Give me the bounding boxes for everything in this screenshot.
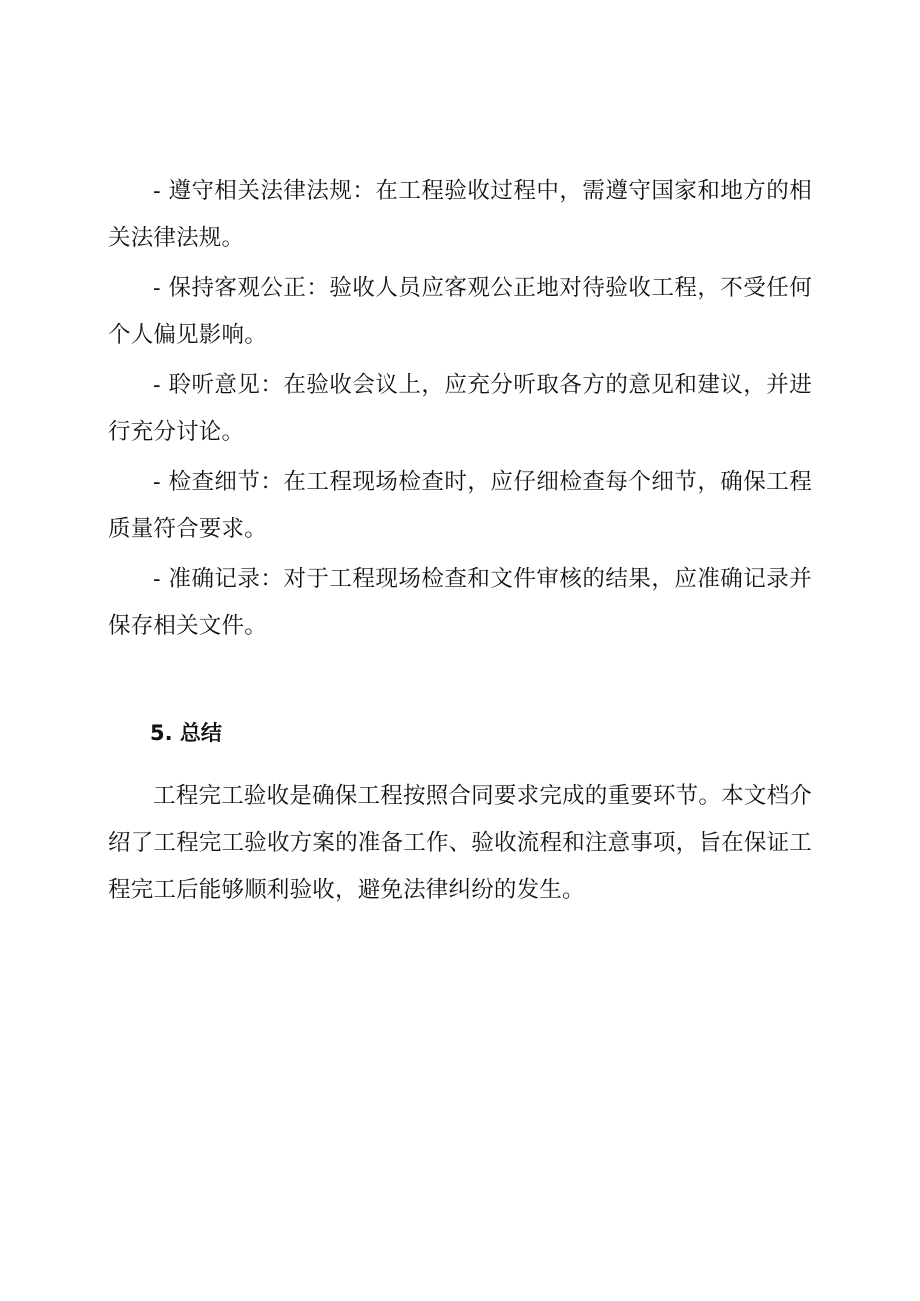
precaution-item-laws: - 遵守相关法律法规：在工程验收过程中，需遵守国家和地方的相关法律法规。	[108, 178, 812, 251]
summary-paragraph: 工程完工验收是确保工程按照合同要求完成的重要环节。本文档介绍了工程完工验收方案的准备工作、验收流程和注意事项，旨在保证工程完工后能够顺利验收，避免法律纠纷的发生。	[108, 783, 812, 903]
document-content	[108, 168, 812, 917]
section-heading-summary: 5. 总结	[150, 721, 222, 745]
precaution-item-details: - 检查细节：在工程现场检查时，应仔细检查每个细节，确保工程质量符合要求。	[108, 469, 812, 542]
precaution-item-listen: - 聆听意见：在验收会议上，应充分听取各方的意见和建议，并进行充分讨论。	[108, 372, 812, 445]
precaution-item-objectivity: - 保持客观公正：验收人员应客观公正地对待验收工程，不受任何个人偏见影响。	[108, 275, 812, 348]
precaution-item-records: - 准确记录：对于工程现场检查和文件审核的结果，应准确记录并保存相关文件。	[108, 566, 812, 639]
